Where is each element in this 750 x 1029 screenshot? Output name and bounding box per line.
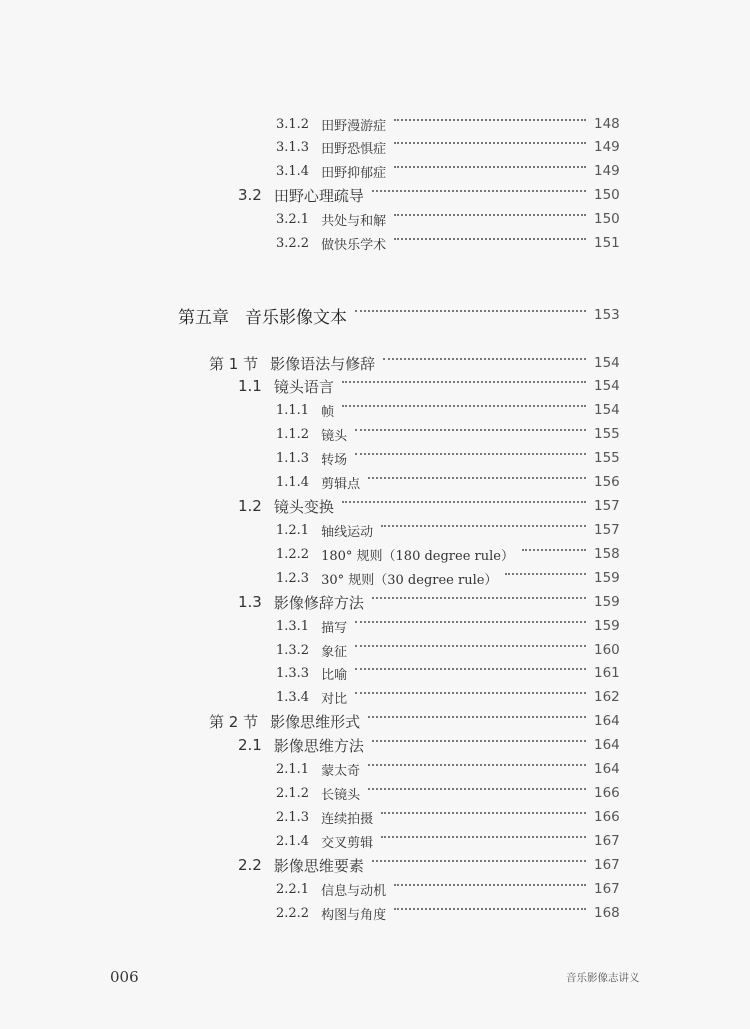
toc-entry-page: 167	[594, 857, 620, 873]
toc-entry-number: 2.2.1	[276, 881, 310, 897]
toc-entry-number: 2.1.4	[276, 833, 310, 849]
toc-entry[interactable]	[0, 757, 750, 781]
toc-entry-number: 2.2	[238, 856, 262, 874]
toc-entry[interactable]	[0, 183, 750, 207]
toc-entry-title: 影像语法与修辞	[270, 354, 376, 373]
dot-leader	[355, 645, 586, 647]
toc-entry-number: 第 2 节	[209, 712, 259, 731]
toc-entry-title: 镜头变换	[273, 497, 334, 516]
toc-entry-number: 1.3	[238, 593, 262, 611]
toc-entry[interactable]	[0, 829, 750, 853]
toc-entry-number: 1.2	[238, 497, 262, 515]
toc-entry-page: 154	[594, 378, 620, 394]
dot-leader	[355, 453, 586, 455]
dot-leader	[368, 788, 586, 790]
toc-entry-title: 交叉剪辑	[321, 835, 374, 851]
toc-entry[interactable]	[0, 877, 750, 901]
dot-leader	[342, 381, 586, 383]
dot-leader	[368, 477, 586, 479]
toc-entry-number: 1.3.3	[276, 665, 310, 681]
dot-leader	[368, 764, 586, 766]
toc-entry-number: 3.2.1	[276, 211, 310, 227]
toc-entry-number: 1.2.1	[276, 522, 310, 538]
toc-entry-title: 剪辑点	[321, 476, 361, 492]
dot-leader	[381, 836, 586, 838]
toc-entry-number: 1.3.2	[276, 642, 310, 658]
toc-entry-page: 158	[594, 546, 620, 562]
dot-leader	[355, 668, 586, 670]
dot-leader	[355, 621, 586, 623]
toc-entry[interactable]	[0, 661, 750, 685]
toc-entry-number: 1.1	[238, 377, 262, 395]
toc-entry-title: 共处与和解	[321, 213, 387, 229]
toc-entry[interactable]	[0, 231, 750, 255]
toc-entry-title: 田野恐惧症	[321, 141, 387, 157]
toc-entry-number: 1.3.4	[276, 689, 310, 705]
toc-entry-number: 1.1.2	[276, 426, 310, 442]
toc-entry-title: 镜头	[321, 428, 348, 444]
toc-entry-title: 影像思维要素	[273, 856, 364, 875]
toc-entry[interactable]	[0, 853, 750, 877]
toc-entry[interactable]	[0, 494, 750, 518]
toc-entry-number: 3.1.2	[276, 116, 310, 132]
toc-entry-number: 第 1 节	[209, 354, 259, 373]
toc-entry-page: 164	[594, 737, 620, 753]
toc-entry-number: 第五章	[178, 307, 229, 328]
toc-entry[interactable]	[0, 470, 750, 494]
toc-entry-number: 2.1.2	[276, 785, 310, 801]
dot-leader	[394, 142, 586, 144]
toc-entry-number: 2.1.3	[276, 809, 310, 825]
toc-entry-title: 田野抑郁症	[321, 165, 387, 181]
toc-entry-title: 田野漫游症	[321, 118, 387, 134]
toc-entry[interactable]	[0, 590, 750, 614]
page-number: 006	[110, 968, 139, 986]
dot-leader	[342, 501, 586, 503]
toc-entry[interactable]	[0, 135, 750, 159]
toc-entry[interactable]	[0, 422, 750, 446]
toc-entry-page: 167	[594, 881, 620, 897]
toc-entry-title: 180° 规则（180 degree rule）	[321, 548, 514, 564]
toc-entry[interactable]	[0, 112, 750, 136]
toc-entry-title: 构图与角度	[321, 907, 387, 923]
dot-leader	[383, 358, 586, 360]
toc-entry-page: 164	[594, 713, 620, 729]
dot-leader	[355, 429, 586, 431]
dot-leader	[505, 573, 586, 575]
dot-leader	[394, 908, 586, 910]
toc-entry[interactable]	[0, 303, 750, 327]
toc-entry-title: 描写	[321, 620, 348, 636]
toc-entry-number: 3.2	[238, 186, 262, 204]
dot-leader	[394, 238, 586, 240]
toc-entry[interactable]	[0, 709, 750, 733]
dot-leader	[368, 716, 586, 718]
toc-entry-title: 音乐影像文本	[245, 307, 347, 328]
toc-entry-title: 蒙太奇	[321, 763, 361, 779]
dot-leader	[394, 884, 586, 886]
dot-leader	[394, 166, 586, 168]
dot-leader	[355, 310, 586, 312]
running-footer-title: 音乐影像志讲义	[566, 972, 640, 984]
toc-entry-title: 轴线运动	[321, 524, 374, 540]
toc-entry-title: 镜头语言	[273, 377, 334, 396]
toc-entry-title: 比喻	[321, 667, 348, 683]
toc-entry-number: 1.1.4	[276, 474, 310, 490]
toc-entry[interactable]	[0, 518, 750, 542]
dot-leader	[394, 119, 586, 121]
toc-entry-page: 150	[594, 211, 620, 227]
toc-entry-number: 2.1.1	[276, 761, 310, 777]
toc-entry[interactable]	[0, 614, 750, 638]
dot-leader	[522, 549, 586, 551]
toc-entry-page: 155	[594, 426, 620, 442]
toc-entry-page: 162	[594, 689, 620, 705]
toc-entry-title: 信息与动机	[321, 883, 387, 899]
dot-leader	[355, 692, 586, 694]
toc-entry-page: 153	[594, 307, 620, 323]
dot-leader	[372, 740, 586, 742]
toc-entry[interactable]	[0, 398, 750, 422]
toc-entry-page: 166	[594, 809, 620, 825]
toc-entry[interactable]	[0, 901, 750, 925]
dot-leader	[381, 525, 586, 527]
toc-entry[interactable]	[0, 685, 750, 709]
toc-entry-page: 161	[594, 665, 620, 681]
toc-entry-page: 159	[594, 594, 620, 610]
toc-entry-page: 160	[594, 642, 620, 658]
toc-entry[interactable]	[0, 638, 750, 662]
toc-entry-title: 影像修辞方法	[273, 593, 364, 612]
toc-entry-title: 象征	[321, 644, 348, 660]
toc-entry[interactable]	[0, 805, 750, 829]
toc-entry-number: 1.3.1	[276, 618, 310, 634]
toc-entry-page: 164	[594, 761, 620, 777]
toc-entry-page: 149	[594, 139, 620, 155]
toc-entry-title: 转场	[321, 452, 348, 468]
toc-entry[interactable]	[0, 374, 750, 398]
toc-entry[interactable]	[0, 733, 750, 757]
toc-entry-title: 30° 规则（30 degree rule）	[321, 572, 498, 588]
toc-entry-page: 159	[594, 618, 620, 634]
toc-entry-page: 155	[594, 450, 620, 466]
toc-entry-number: 2.2.2	[276, 905, 310, 921]
toc-entry-number: 1.1.3	[276, 450, 310, 466]
toc-entry-title: 影像思维形式	[270, 712, 361, 731]
toc-entry-page: 154	[594, 402, 620, 418]
toc-entry-page: 168	[594, 905, 620, 921]
dot-leader	[394, 214, 586, 216]
toc-entry-title: 影像思维方法	[273, 736, 364, 755]
toc-entry-title: 做快乐学术	[321, 237, 387, 253]
toc-entry-number: 2.1	[238, 736, 262, 754]
toc-entry[interactable]	[0, 446, 750, 470]
toc-entry-number: 1.2.3	[276, 570, 310, 586]
toc-entry[interactable]	[0, 566, 750, 590]
toc-entry-title: 长镜头	[321, 787, 361, 803]
dot-leader	[372, 597, 586, 599]
toc-entry-page: 157	[594, 498, 620, 514]
toc-entry-page: 156	[594, 474, 620, 490]
dot-leader	[372, 190, 586, 192]
toc-entry-number: 1.1.1	[276, 402, 310, 418]
toc-entry-page: 151	[594, 235, 620, 251]
toc-entry-number: 1.2.2	[276, 546, 310, 562]
toc-entry-title: 帧	[321, 404, 335, 420]
dot-leader	[342, 405, 586, 407]
toc-entry-number: 3.1.3	[276, 139, 310, 155]
toc-entry[interactable]	[0, 542, 750, 566]
toc-entry[interactable]	[0, 351, 750, 375]
toc-entry-title: 对比	[321, 691, 348, 707]
toc-entry-page: 149	[594, 163, 620, 179]
toc-entry-page: 167	[594, 833, 620, 849]
toc-entry[interactable]	[0, 781, 750, 805]
toc-entry-title: 连续拍摄	[321, 811, 374, 827]
toc-entry-page: 159	[594, 570, 620, 586]
toc-entry-page: 154	[594, 355, 620, 371]
dot-leader	[381, 812, 586, 814]
dot-leader	[372, 860, 586, 862]
toc-entry-page: 150	[594, 187, 620, 203]
toc-entry-page: 157	[594, 522, 620, 538]
toc-entry[interactable]	[0, 159, 750, 183]
toc-entry-number: 3.1.4	[276, 163, 310, 179]
toc-entry-page: 166	[594, 785, 620, 801]
toc-entry-title: 田野心理疏导	[273, 186, 364, 205]
toc-entry[interactable]	[0, 207, 750, 231]
toc-entry-number: 3.2.2	[276, 235, 310, 251]
toc-entry-page: 148	[594, 116, 620, 132]
